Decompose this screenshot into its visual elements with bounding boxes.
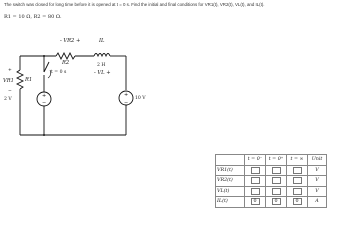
header-t0-minus: t = 0⁻	[245, 155, 266, 166]
table-header-blank	[216, 155, 245, 166]
answer-input[interactable]	[293, 167, 302, 174]
question-text: The switch was closed for long time before it is opened at t = 0 s. Find the initial and final conditions for VR1(t), VR2(t), VL(t), and IL(t).	[4, 2, 265, 7]
answer-input[interactable]	[272, 188, 281, 195]
svg-text:+: +	[42, 93, 47, 99]
table-row	[216, 186, 327, 197]
header-t-inf: t = ∞	[287, 155, 308, 166]
header-t0-plus: t = 0⁺	[266, 155, 287, 166]
row-unit: V	[308, 165, 327, 176]
answer-input[interactable]: 0	[251, 198, 260, 205]
vr1-label: VR1	[3, 78, 14, 84]
answer-input[interactable]	[272, 167, 281, 174]
r1-label: R1	[25, 77, 33, 83]
svg-text:−: −	[42, 100, 47, 106]
svg-text:−: −	[124, 100, 129, 106]
right-source-value: 10 V	[135, 96, 146, 101]
row-unit: V	[308, 186, 327, 197]
table-row	[216, 197, 327, 208]
header-unit: Unit	[308, 155, 327, 166]
answer-input[interactable]	[251, 177, 260, 184]
vl-label: - VL +	[94, 70, 111, 76]
answer-input[interactable]	[293, 177, 302, 184]
row-unit: A	[308, 197, 327, 208]
answer-input[interactable]	[251, 188, 260, 195]
answer-input[interactable]: 0	[272, 198, 281, 205]
svg-text:+: +	[124, 92, 129, 98]
svg-text:+: +	[8, 68, 12, 73]
il-label: IL	[99, 38, 105, 44]
r2-label: R2	[62, 60, 70, 66]
table-row	[216, 165, 327, 176]
row-unit: V	[308, 176, 327, 187]
row-label: VR2(t)	[216, 176, 245, 187]
table-row	[216, 176, 327, 187]
answer-table	[215, 154, 327, 208]
svg-text:−: −	[8, 89, 12, 94]
left-source-value: 2 V	[4, 97, 12, 102]
given-values: R1 = 10 Ω, R2 = 80 Ω.	[4, 14, 62, 20]
answer-input[interactable]	[272, 177, 281, 184]
row-label: VR1(t)	[216, 165, 245, 176]
row-label: IL(t)	[216, 197, 245, 208]
switch-label: t = 0 s	[51, 70, 67, 75]
row-label: VL(t)	[216, 186, 245, 197]
answer-input[interactable]	[293, 188, 302, 195]
vr2-label: - VR2 +	[60, 38, 81, 44]
answer-input[interactable]: 0	[293, 198, 302, 205]
inductor-value: 2 H	[97, 63, 106, 68]
answer-input[interactable]	[251, 167, 260, 174]
